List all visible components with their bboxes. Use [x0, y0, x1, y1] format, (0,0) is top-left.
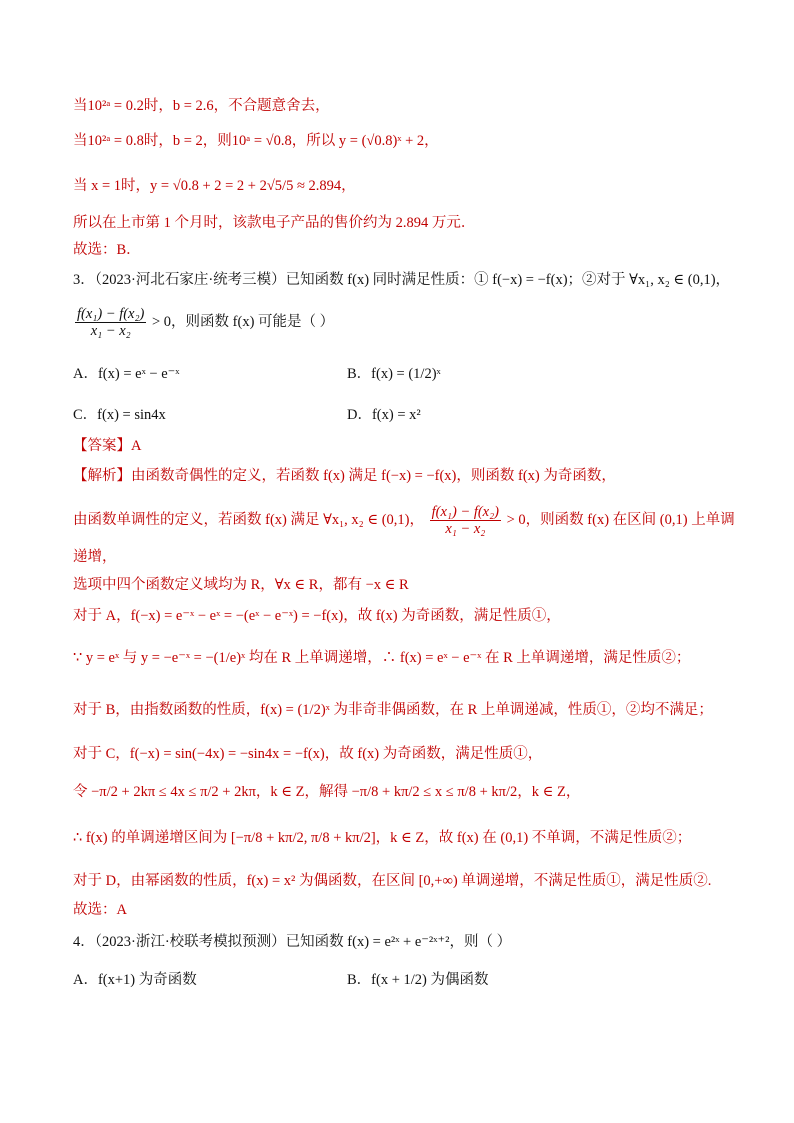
analysis-tag: 【解析】: [73, 468, 131, 484]
analysis-line: 对于 D，由幂函数的性质，f(x) = x² 为偶函数，在区间 [0,+∞) 单调递增，不满足性质①，满足性质②.: [73, 873, 712, 889]
option-a: A．f(x) = eˣ − e⁻ˣ: [73, 366, 180, 382]
answer-label: 【答案】A: [73, 438, 142, 454]
difference-quotient: $\frac{\text{f(x₁) − f(x₂)}}{\text{x₁ − x₂}}$: [77, 306, 145, 340]
question-4-stem: 4．（2023·浙江·校联考模拟预测）已知函数 f(x) = e²ˣ + e⁻²ˣ⁺²，则（ ）: [73, 934, 512, 950]
option-c: C．f(x) = sin4x: [73, 407, 166, 423]
analysis-line: 递增，: [73, 549, 117, 565]
solution-line: 当 x = 1时，y = √0.8 + 2 = 2 + 2√5/5 ≈ 2.894，: [73, 178, 356, 194]
solution-line: 当10²ᵃ = 0.2时，b = 2.6，不合题意舍去，: [73, 98, 330, 114]
analysis-line: 由函数单调性的定义，若函数 f(x) 满足 ∀x₁, x₂ ∈ (0,1)， $\frac{\text{f(x₁) − f(x₂)}}{\text{x₁ − x₂}}$ > 0，则函数 f(x) 在区间 (0,1) 上单调: [73, 504, 735, 538]
analysis-line: 对于 A，f(−x) = e⁻ˣ − eˣ = −(eˣ − e⁻ˣ) = −f(x)，故 f(x) 为奇函数，满足性质①，: [73, 608, 561, 624]
analysis-line: ∵ y = eˣ 与 y = −e⁻ˣ = −(1/e)ˣ 均在 R 上单调递增，∴ f(x) = eˣ − e⁻ˣ 在 R 上单调递增，满足性质②；: [73, 650, 691, 666]
solution-choice: 故选：B．: [73, 242, 141, 258]
solution-line: 所以在上市第 1 个月时，该款电子产品的售价约为 2.894 万元．: [73, 215, 476, 231]
option-b: B．f(x) = (1/2)ˣ: [347, 366, 441, 382]
option-b: B．f(x + 1/2) 为偶函数: [347, 972, 489, 988]
analysis-line: 对于 B，由指数函数的性质，f(x) = (1/2)ˣ 为非奇非偶函数，在 R 上单调递减，性质①，②均不满足；: [73, 702, 713, 718]
analysis-line: 令 −π/2 + 2kπ ≤ 4x ≤ π/2 + 2kπ，k ∈ Z，解得 −π/8 + kπ/2 ≤ x ≤ π/8 + kπ/2，k ∈ Z，: [73, 784, 581, 800]
analysis-line: 对于 C，f(−x) = sin(−4x) = −sin4x = −f(x)，故 f(x) 为奇函数，满足性质①，: [73, 746, 543, 762]
option-d: D．f(x) = x²: [347, 407, 421, 423]
analysis-line: ∴ f(x) 的单调递增区间为 [−π/8 + kπ/2, π/8 + kπ/2]，k ∈ Z，故 f(x) 在 (0,1) 不单调，不满足性质②；: [73, 830, 692, 846]
analysis-line: 【解析】由函数奇偶性的定义，若函数 f(x) 满足 f(−x) = −f(x)，则函数 f(x) 为奇函数，: [73, 468, 616, 484]
analysis-choice: 故选：A: [73, 902, 127, 918]
question-3-stem: 3．（2023·河北石家庄·统考三模）已知函数 f(x) 同时满足性质：① f(−x) = −f(x)；②对于 ∀x₁, x₂ ∈ (0,1)，: [73, 272, 731, 288]
question-3-condition: $\frac{\text{f(x₁) − f(x₂)}}{\text{x₁ − x₂}}$ > 0，则函数 f(x) 可能是（ ）: [77, 306, 335, 340]
difference-quotient: $\frac{\text{f(x₁) − f(x₂)}}{\text{x₁ − x₂}}$: [431, 504, 499, 538]
solution-line: 当10²ᵃ = 0.8时，b = 2，则10ᵃ = √0.8，所以 y = (√0.8)ˣ + 2，: [73, 133, 439, 149]
option-a: A．f(x+1) 为奇函数: [73, 972, 197, 988]
analysis-line: 选项中四个函数定义域均为 R，∀x ∈ R，都有 −x ∈ R: [73, 577, 409, 593]
